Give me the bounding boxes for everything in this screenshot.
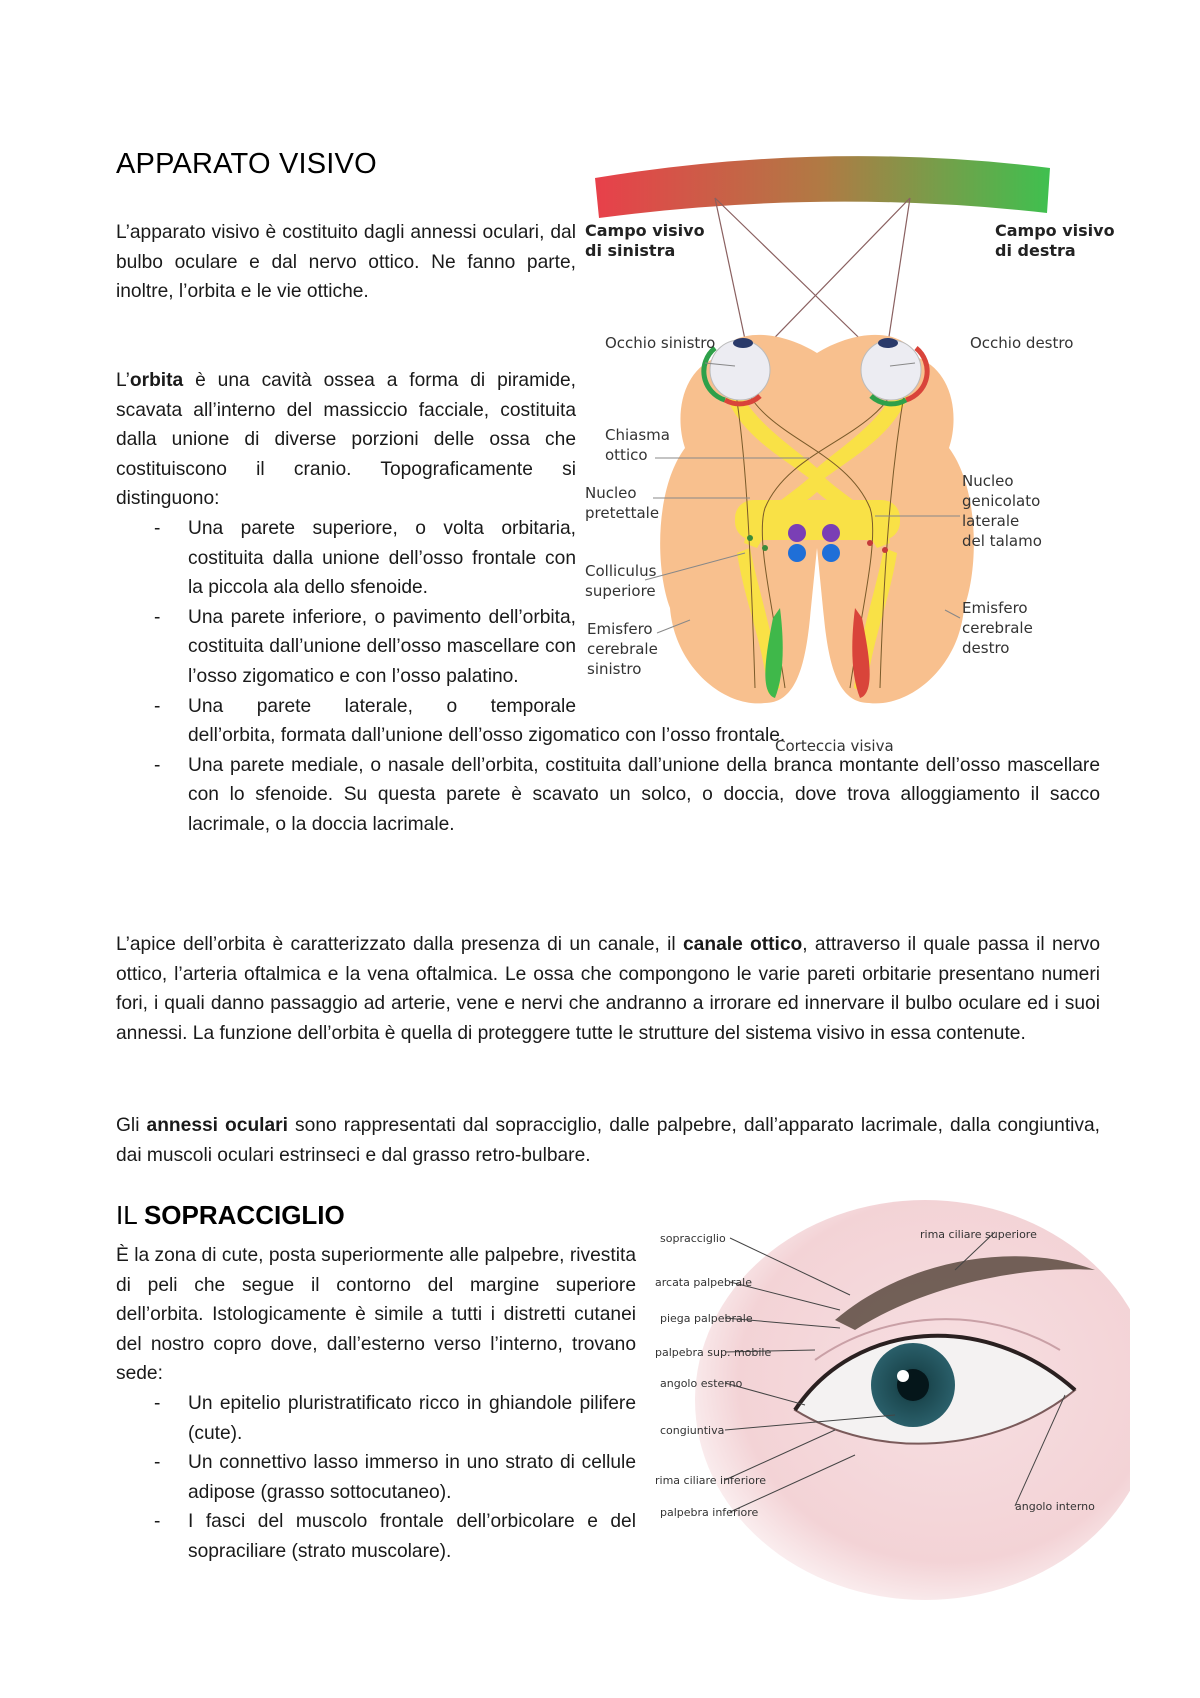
list-item: - Una parete superiore, o volta orbitaria, costituita dalla unione dell’osso frontale con la piccola ala dello sfenoide. [116,514,576,603]
label-left-hemi-1: Emisfero [587,620,653,638]
section-heading-sopracciglio [116,1200,345,1231]
page-title: APPARATO VISIVO [116,148,377,180]
visual-field-arc [595,156,1050,218]
label-palpebra-inf: palpebra inferiore [660,1506,759,1519]
annessi-after: sono rappresentati dal sopracciglio, dalle palpebre, dall’apparato lacrimale, dalla congiuntiva, dai muscoli oculari estrinseci e dal grasso retro-bulbare. [116,1115,1101,1166]
list-item: - Un connettivo lasso immerso in uno strato di cellule adipose (grasso sottocutaneo). [116,1448,636,1507]
list-item: - Un epitelio pluristratificato ricco in ghiandole pilifere (cute). [116,1389,636,1448]
label-left-hemi-3: sinistro [587,660,642,678]
right-pretectal-nucleus [822,524,840,542]
label-right-hemi-2: cerebrale [962,619,1033,637]
label-left-hemi-2: cerebrale [587,640,658,658]
sopracciglio-paragraph: È la zona di cute, posta superiormente alle palpebre, rivestita di peli che segue il contorno del margine superiore dell’orbita. Istologicamente è simile a tutti i distretti cutanei del nostro copro dove, dall’esterno verso l’interno, trovano sede: [116,1245,636,1385]
label-colliculus-1: Colliculus [585,562,657,580]
label-right-field-2: di destra [995,241,1076,260]
label-cortex: Corteccia visiva [775,737,894,755]
label-right-field-1: Campo visivo [995,221,1115,240]
label-rima-sup: rima ciliare superiore [920,1228,1037,1241]
label-left-eye: Occhio sinistro [605,334,716,352]
label-pretectal-1: Nucleo [585,484,637,502]
annessi-term: annessi oculari [146,1115,288,1136]
list-item: - Una parete inferiore, o pavimento dell’orbita, costituita dall’unione dell’osso mascellare con l’osso zigomatico e con l’osso palatino. [116,603,576,692]
list-item-continuation: dell’orbita, formata dall’unione dell’osso zigomatico con l’osso frontale. [188,725,786,747]
right-colliculus [822,544,840,562]
label-rima-inf: rima ciliare inferiore [655,1474,767,1487]
apice-paragraph [116,930,1100,1048]
label-left-field-1: Campo visivo [585,221,705,240]
intro-paragraph: L’apparato visivo è costituito dagli annessi oculari, dal bulbo oculare e dal nervo ottico. Ne fanno parte, inoltre, l’orbita e le vie ottiche. [116,222,576,303]
label-chiasma-2: ottico [605,446,648,464]
label-right-hemi-1: Emisfero [962,599,1028,617]
eye-anatomy-illustration [655,1200,1130,1600]
orbita-paragraph [116,366,576,514]
label-right-eye: Occhio destro [970,334,1074,352]
apice-term: canale ottico [683,934,803,955]
eye-highlight [897,1370,909,1382]
orbita-prefix: L’ [116,370,130,391]
label-angolo-esterno: angolo esterno [660,1377,743,1390]
label-angolo-interno: angolo interno [1015,1500,1095,1513]
orbita-term: orbita [129,370,184,391]
apice-after: , attraverso il quale passa il nervo ottico, l’arteria oftalmica e la vena oftalmica. Le ossa che compongono le varie pareti orbitarie presentano numeri fori, i quali danno passaggio ad arterie, vene e nervi che andranno a irrorare ed innervare il bulbo oculare ed i suoi annessi. La funzione dell’orbita è quella di proteggere tutte le strutture del sistema visivo in essa contenute. [116,934,1101,1044]
apice-before: L’apice dell’orbita è caratterizzato dalla presenza di un canale, il [116,934,683,955]
label-congiuntiva: congiuntiva [660,1424,725,1437]
label-lgn-1: Nucleo [962,472,1014,490]
list-item: - Una parete mediale, o nasale dell’orbita, costituita dall’unione della branca montante dell’osso mascellare con lo sfenoide. Su questa parete è scavato un solco, o doccia, dove trova alloggiamento il sacco lacrimale, o la doccia lacrimale. [116,751,1100,840]
label-left-field-2: di sinistra [585,241,676,260]
list-item: - I fasci del muscolo frontale dell’orbicolare e del sopraciliare (strato muscolare). [116,1507,636,1566]
label-arcata: arcata palpebrale [655,1276,752,1289]
orbita-text: è una cavità ossea a forma di piramide, scavata all’interno del massiccio facciale, costituita dalla unione di diverse porzioni delle ossa che costituiscono il cranio. Topograficamente si distinguono: [116,370,576,510]
label-pretectal-2: pretettale [585,504,660,522]
left-pretectal-nucleus [788,524,806,542]
heading-prefix: IL [116,1200,144,1230]
left-colliculus [788,544,806,562]
label-colliculus-2: superiore [585,582,656,600]
list-item: - Una parete laterale, o temporale [116,692,576,722]
label-palpebra-sup: palpebra sup. mobile [655,1346,772,1359]
label-chiasma-1: Chiasma [605,426,670,444]
label-right-hemi-3: destro [962,639,1010,657]
label-sopracciglio: sopracciglio [660,1232,726,1245]
label-lgn-3: laterale [962,512,1020,530]
annessi-paragraph [116,1111,1100,1170]
label-piega: piega palpebrale [660,1312,753,1325]
sopracciglio-layers-list [116,1389,636,1567]
label-lgn-2: genicolato [962,492,1041,510]
label-lgn-4: del talamo [962,532,1042,550]
annessi-before: Gli [116,1115,147,1136]
visual-pathway-diagram [585,148,1145,778]
heading-term: SOPRACCIGLIO [143,1200,345,1230]
